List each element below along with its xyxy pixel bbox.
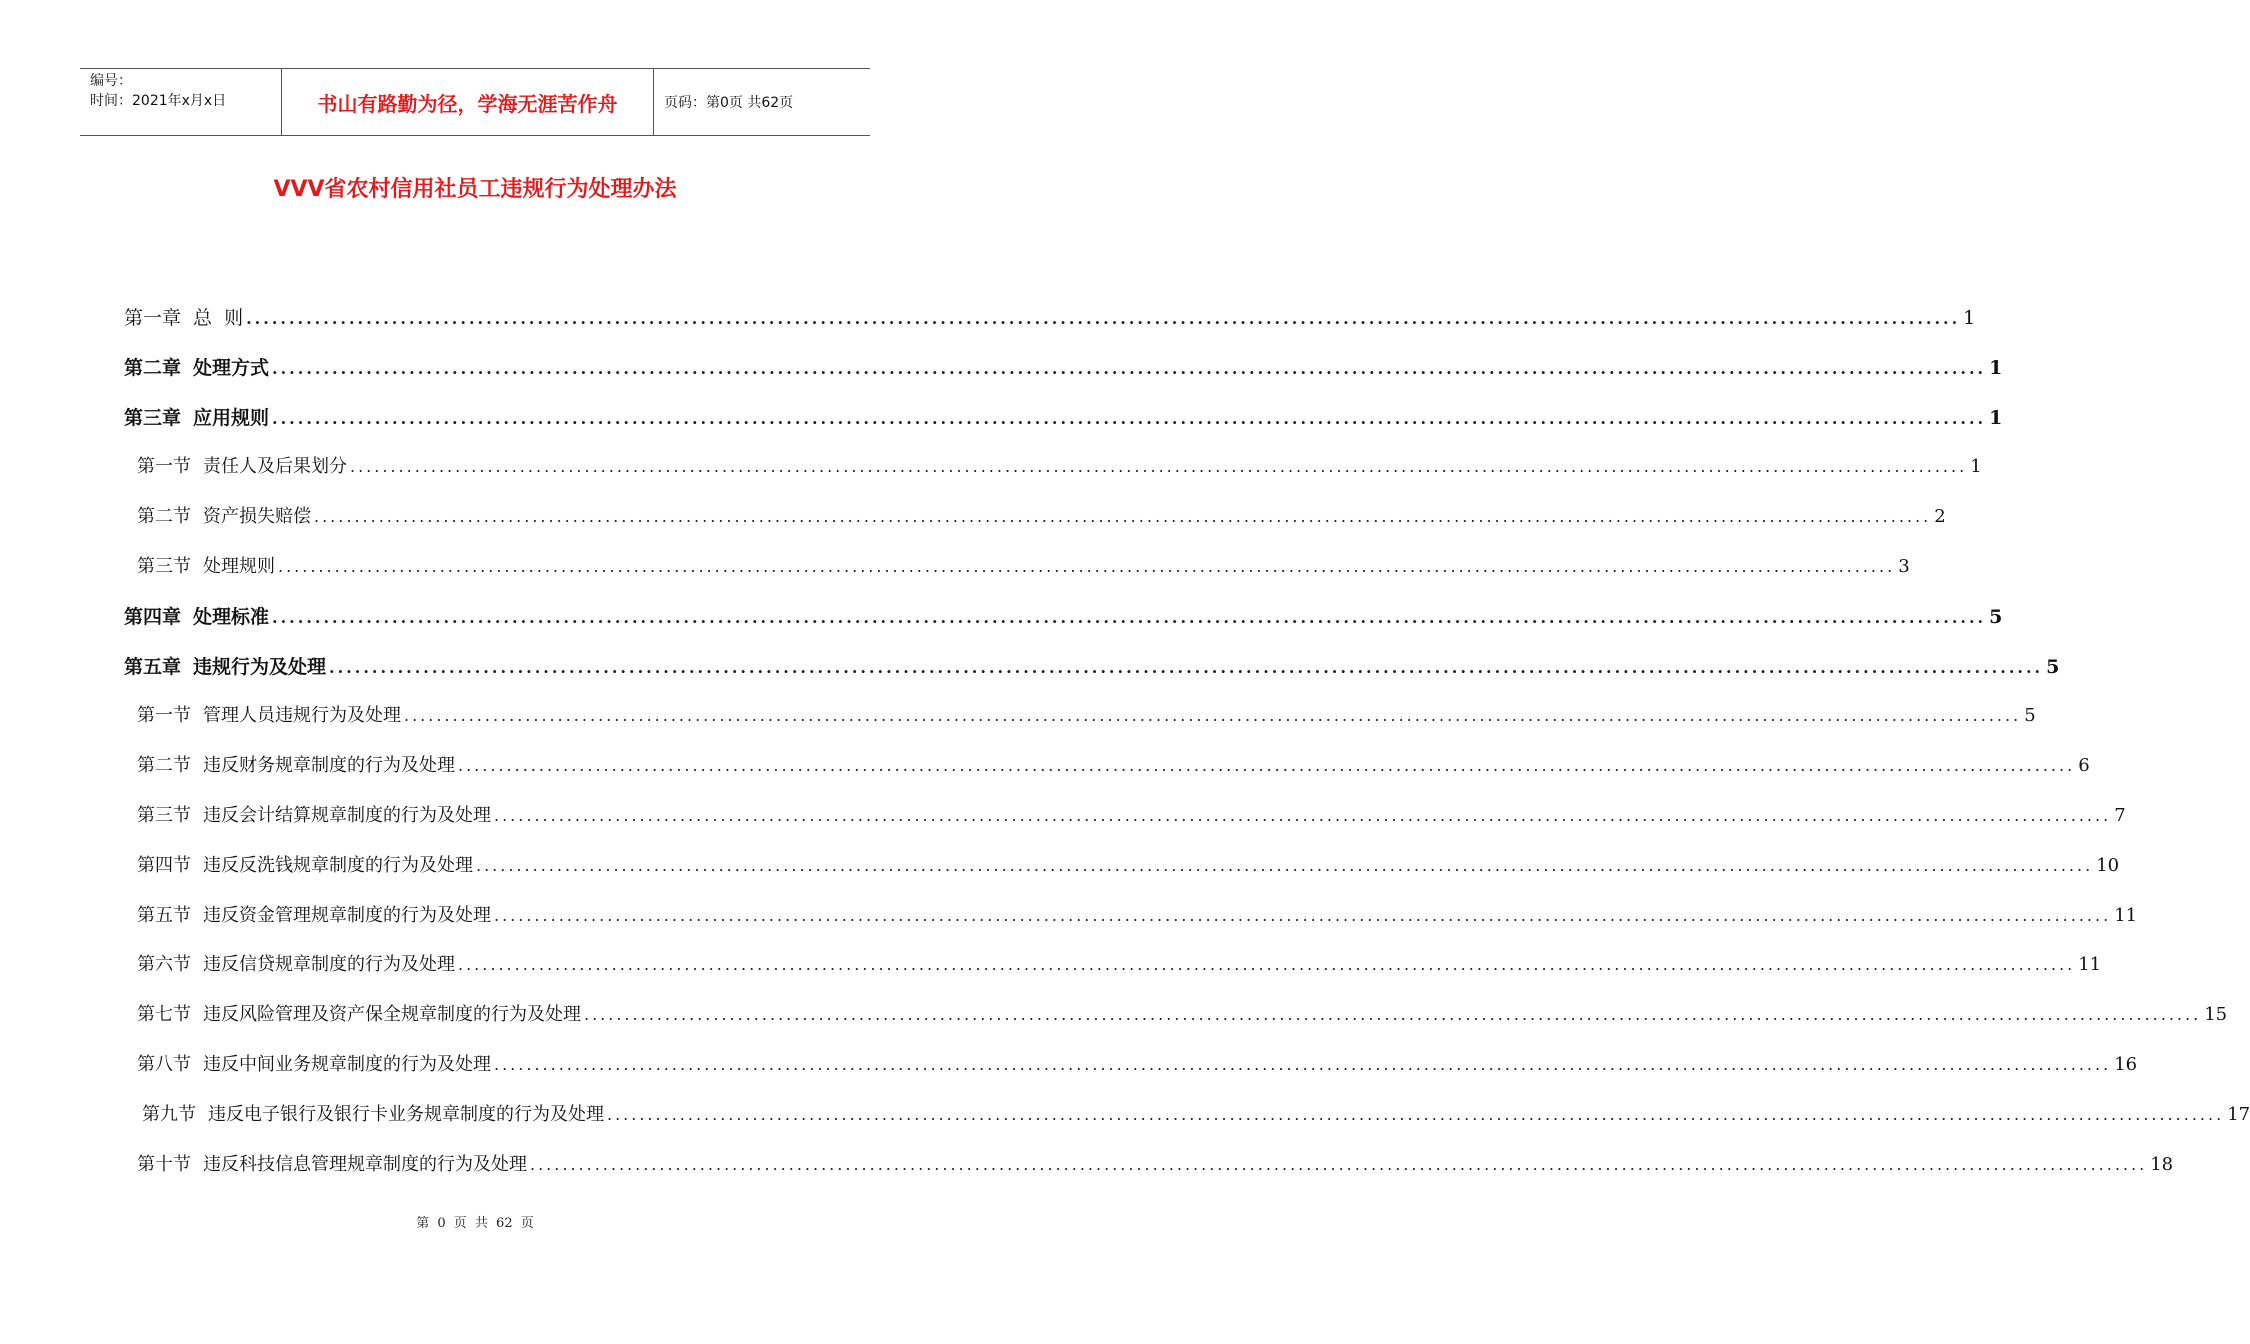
toc-entry-label: 违反科技信息管理规章制度的行为及处理: [203, 1153, 527, 1175]
toc-entry-page: 10: [2096, 854, 2120, 876]
toc-entry-label: 资产损失赔偿: [203, 506, 311, 528]
toc-entry-number: 第九节: [142, 1103, 196, 1125]
toc-leader-dots: ........................................................................................................................................................................................................: [314, 507, 1932, 527]
page-footer: 第 0 页 共 62 页: [416, 1216, 534, 1231]
toc-entry[interactable]: [137, 746, 2090, 786]
toc-entry-page: 1: [1963, 307, 1976, 329]
toc-leader-dots: ........................................................................................................................................................................................................: [458, 756, 2076, 776]
toc-entry-label: 违反财务规章制度的行为及处理: [203, 755, 455, 777]
toc-leader-dots: ........................................................................................................................................................................................................: [272, 408, 1987, 428]
toc-entry-number: 第四节: [137, 854, 191, 876]
toc-entry-page: 5: [1989, 605, 2003, 628]
toc-leader-dots: ........................................................................................................................................................................................................: [278, 557, 1896, 576]
toc-entry[interactable]: [124, 597, 2003, 637]
toc-entry-number: 第二节: [137, 506, 191, 528]
toc-entry-label: 违反中间业务规章制度的行为及处理: [203, 1054, 491, 1075]
toc-entry-number: 第十节: [137, 1153, 191, 1175]
toc-entry-number: 第三节: [137, 805, 191, 826]
toc-entry-number: 第三节: [137, 556, 191, 577]
toc-entry[interactable]: [124, 647, 2060, 687]
header-table: [80, 68, 870, 136]
toc-entry-label: 管理人员违规行为及处理: [203, 705, 401, 727]
toc-entry-label: 违反会计结算规章制度的行为及处理: [203, 805, 491, 826]
toc-entry[interactable]: [124, 348, 2003, 388]
toc-entry-label: 处理规则: [203, 556, 275, 577]
toc-entry-label: 违反风险管理及资产保全规章制度的行为及处理: [203, 1004, 581, 1026]
toc-entry[interactable]: [124, 398, 2003, 438]
toc-entry-number: 第三章: [124, 406, 182, 429]
toc-entry-page: 16: [2114, 1054, 2138, 1075]
toc-entry-page: 11: [2114, 904, 2138, 926]
toc-entry[interactable]: [137, 497, 1946, 537]
toc-leader-dots: ........................................................................................................................................................................................................: [272, 358, 1987, 378]
toc-entry-page: 7: [2114, 805, 2126, 826]
toc-entry-label: 应用规则: [193, 406, 270, 429]
header-motto: 书山有路勤为径，学海无涯苦作舟: [282, 69, 654, 135]
toc-entry-label: 违反信贷规章制度的行为及处理: [203, 954, 455, 976]
toc-entry[interactable]: [137, 896, 2138, 936]
toc-entry-page: 18: [2150, 1153, 2174, 1175]
toc-leader-dots: ........................................................................................................................................................................................................: [494, 806, 2112, 825]
toc-entry-page: 6: [2078, 755, 2090, 777]
toc-entry-number: 第二节: [137, 755, 191, 777]
toc-leader-dots: ........................................................................................................................................................................................................: [350, 457, 1968, 477]
toc-entry-page: 5: [2046, 655, 2060, 678]
toc-entry-number: 第六节: [137, 954, 191, 976]
toc-leader-dots: ........................................................................................................................................................................................................: [329, 657, 2044, 677]
toc-entry-page: 17: [2227, 1103, 2250, 1125]
toc-entry-number: 第一节: [137, 456, 191, 478]
toc-entry-label: 违反资金管理规章制度的行为及处理: [203, 904, 491, 926]
toc-entry[interactable]: [137, 696, 2036, 736]
header-meta: [80, 69, 282, 135]
code-label: 编号：: [90, 73, 132, 89]
toc-entry-number: 第八节: [137, 1054, 191, 1075]
toc-entry-page: 1: [1970, 456, 1982, 478]
toc-entry-label: 违反反洗钱规章制度的行为及处理: [203, 854, 473, 876]
toc-entry[interactable]: [137, 447, 1982, 487]
toc-entry-label: 违规行为及处理: [193, 655, 327, 678]
toc-leader-dots: ........................................................................................................................................................................................................: [246, 309, 1961, 328]
toc-entry[interactable]: [137, 1145, 2174, 1185]
toc-entry-page: 11: [2078, 954, 2102, 976]
toc-leader-dots: ........................................................................................................................................................................................................: [272, 607, 1987, 627]
toc-entry-page: 2: [1934, 506, 1946, 528]
document-title: VVV省农村信用社员工违规行为处理办法: [273, 177, 677, 202]
toc-entry-label: 处理标准: [193, 605, 270, 628]
toc-leader-dots: ........................................................................................................................................................................................................: [584, 1005, 2202, 1025]
toc-leader-dots: ........................................................................................................................................................................................................: [494, 1055, 2112, 1074]
toc-entry-number: 第五节: [137, 904, 191, 926]
date-label: 时间：2021年x月x日: [90, 93, 227, 109]
toc-entry-number: 第七节: [137, 1004, 191, 1026]
toc-entry-page: 5: [2024, 705, 2036, 727]
toc-entry-number: 第二章: [124, 356, 182, 379]
toc-leader-dots: ........................................................................................................................................................................................................: [404, 706, 2022, 726]
toc-entry-number: 第四章: [124, 605, 182, 628]
header-page-info: 页码：第0页 共62页: [664, 95, 794, 111]
toc-leader-dots: ........................................................................................................................................................................................................: [458, 955, 2076, 975]
toc-entry-number: 第一节: [137, 705, 191, 727]
toc-entry[interactable]: [137, 796, 2126, 836]
toc-entry-page: 1: [1989, 406, 2003, 429]
toc-entry-label: 违反电子银行及银行卡业务规章制度的行为及处理: [208, 1103, 604, 1125]
toc-entry[interactable]: [142, 1095, 2250, 1135]
toc-entry[interactable]: [137, 547, 1910, 587]
toc-entry-number: 第五章: [124, 655, 182, 678]
toc-entry[interactable]: [124, 298, 1976, 338]
toc-entry-number: 第一章: [124, 307, 182, 329]
toc-entry-page: 3: [1898, 556, 1910, 577]
toc-entry[interactable]: [137, 995, 2228, 1035]
toc-leader-dots: ........................................................................................................................................................................................................: [530, 1154, 2148, 1174]
toc-entry-label: 总 则: [193, 307, 244, 329]
toc-entry-page: 15: [2204, 1004, 2228, 1026]
toc-entry[interactable]: [137, 846, 2120, 886]
toc-leader-dots: ........................................................................................................................................................................................................: [607, 1104, 2225, 1124]
toc-entry-page: 1: [1989, 356, 2003, 379]
toc-leader-dots: ........................................................................................................................................................................................................: [494, 905, 2112, 925]
toc-leader-dots: ........................................................................................................................................................................................................: [476, 855, 2094, 875]
toc-entry-label: 处理方式: [193, 356, 270, 379]
toc-entry-label: 责任人及后果划分: [203, 456, 347, 478]
toc-entry[interactable]: [137, 945, 2102, 985]
toc-entry[interactable]: [137, 1045, 2138, 1085]
